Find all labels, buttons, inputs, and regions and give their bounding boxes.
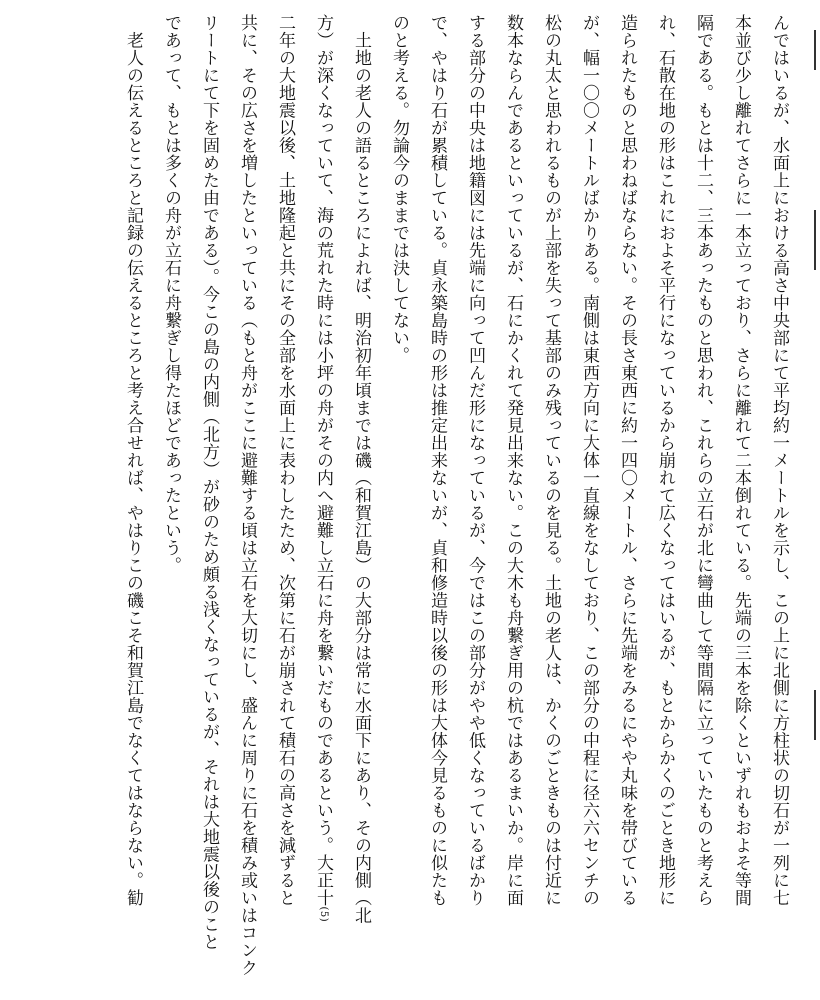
- page-edge-mark: [814, 210, 816, 270]
- text-column-1: んではいるが、水面上における高さ中央部にて平均約一メートルを示し、この上に北側に方柱状の切石が一列に七: [769, 14, 789, 907]
- text-column-18: 老人の伝えるところと記録の伝えるところと考え合せれば、やはりこの磯こそ和賀江島でなくてはならない。勧: [123, 14, 143, 907]
- text-column-4: れ、石散在地の形はこれにおよそ平行になっているから崩れて広くなってはいるが、もとからかくのごとき地形に: [655, 14, 675, 907]
- footnote-marker: (5): [318, 906, 329, 923]
- vertical-text-body: [114, 14, 798, 977]
- text-column-16: リートにて下を固めた由である）。今この島の内側（北方）が砂のため頗る浅くなっているが、それは大地震以後のこと: [199, 14, 219, 951]
- text-column-3: 隔である。もとは十二、三本あったものと思われ、これらの立石が北に彎曲して等間隔に立っていたものと考えら: [693, 14, 713, 907]
- text-column-13-text: 方）が深くなっていて、海の荒れた時には小坪の舟がその内へ避難し立石に舟を繋いだものであるという。大正十: [313, 14, 333, 907]
- text-column-9: する部分の中央は地籍図には先端に向って凹んだ形になっているが、今ではこの部分がやや低くなっているばかり: [465, 14, 485, 907]
- page-edge-mark: [814, 690, 816, 740]
- text-column-11: のと考える。勿論今のままでは決してない。: [389, 14, 409, 364]
- text-column-6: が、幅一〇〇メートルばかりある。南側は東西方向に大体一直線をなしており、この部分の中程に径六六センチの: [579, 14, 599, 907]
- text-column-12: 土地の老人の語るところによれば、明治初年頃までは磯（和賀江島）の大部分は常に水面下にあり、その内側（北: [351, 14, 371, 924]
- text-column-17: であって、もとは多くの舟が立石に舟繋ぎし得たほどであったという。: [161, 14, 181, 574]
- text-column-10: で、やはり石が累積している。貞永築島時の形は推定出来ないが、貞和修造時以後の形は大体今見るものに似たも: [427, 14, 447, 907]
- text-column-15: 共に、その広さを増したといっている（もと舟がここに避難する頃は立石を大切にし、盛んに周りに石を積み或いはコンク: [237, 14, 257, 977]
- text-column-5: 造られたものと思わねばならない。その長さ東西に約一四〇メートル、さらに先端をみるにやや丸味を帯びている: [617, 14, 637, 907]
- text-column-2: 本並び少し離れてさらに一本立っており、さらに離れて二本倒れている。先端の三本を除くといずれもおよそ等間: [731, 14, 751, 907]
- text-column-13: [304, 14, 342, 964]
- text-column-8: 数本ならんであるといっているが、石にかくれて発見出来ない。この大木も舟繋ぎ用の杭ではあるまいか。岸に面: [503, 14, 523, 907]
- page-edge-mark: [814, 30, 816, 70]
- text-column-14: 二年の大地震以後、土地隆起と共にその全部を水面上に表わしたため、次第に石が崩されて積石の高さを減ずると: [275, 14, 295, 907]
- text-column-7: 松の丸太と思われるものが上部を失って基部のみ残っているのを見る。土地の老人は、かくのごときものは付近に: [541, 14, 561, 907]
